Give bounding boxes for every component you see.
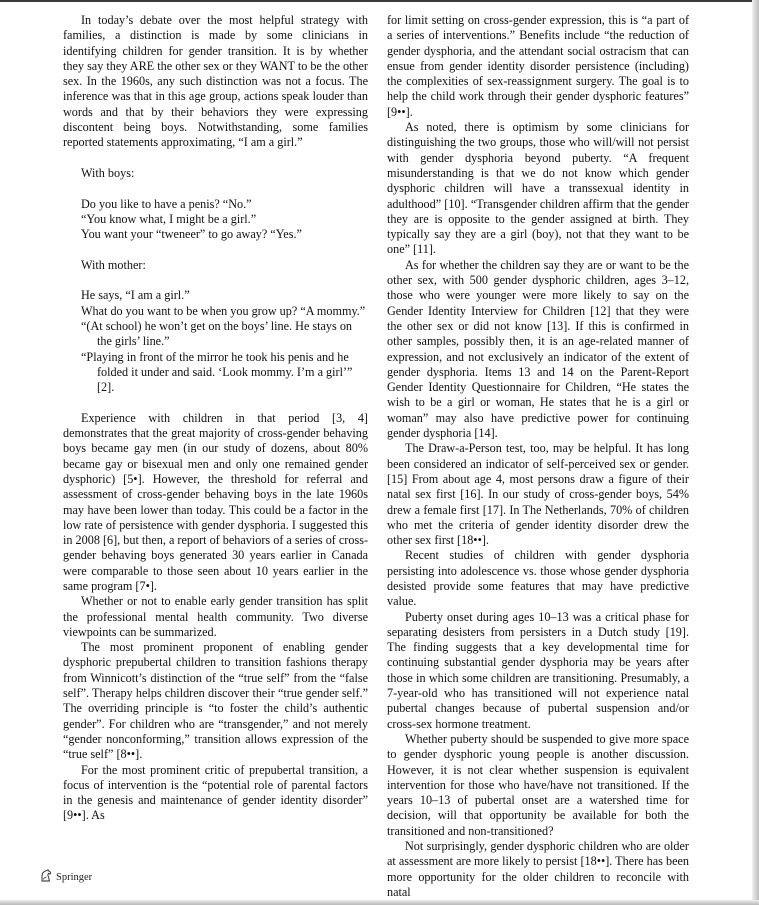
left-column [63, 13, 368, 824]
paragraph: The Draw-a-Person test, too, may be helpful. It has long been considered an indicator of self-perceived sex or gender. [15] From about age 4, most persons draw a figure of their natal sex first [16]. In our study of cross-gender boys, 54% drew a female first [17]. In The Netherlands, 70% of children who met the criteria of gender identity disorder drew the other sex first [18••]. [387, 441, 689, 548]
blank-line [63, 181, 368, 196]
quoted-line: With boys: [81, 165, 135, 180]
page-edge-top [0, 0, 759, 2]
paragraph: For the most prominent critic of prepubertal transition, a focus of intervention is the “potential role of parental factors in the genesis and maintenance of gender identity disorder” [9••]. As [63, 762, 368, 823]
page-footer [40, 869, 92, 885]
paragraph: As for whether the children say they are or want to be the other sex, with 500 gender dysphoric children, ages 3–12, those who were younger were more likely to say on the Gender Identity Interview for Children [12] that they were the other sex or did not know [13]. If this is confirmed in other samples, possibly then, it is an age-related manner of expression, and not exclusively an indicator of the extent of gender dysphoria. Items 13 and 14 on the Parent-Report Gender Identity Questionnaire for Children, “He states the wish to be a girl or woman, He states that he is a girl or woman” may also have predictive power for continuing gender dysphoria [14]. [387, 257, 689, 441]
blank-line [63, 242, 368, 257]
right-column [387, 13, 689, 900]
blank-line [63, 273, 368, 288]
blank-line [63, 395, 368, 410]
paragraph: Puberty onset during ages 10–13 was a critical phase for separating desisters from persisters in a Dutch study [19]. The finding suggests that a key developmental time for continuing substantial gender dysphoria may be years after those in which some children are transitioning. Presumably, a 7-year-old who has transitioned will not experience natal pubertal changes because of pubertal suspension and/or cross-sex hormone treatment. [387, 609, 689, 731]
paragraph: As noted, there is optimism by some clinicians for distinguishing the two groups, those who will/will not persist with gender dysphoria beyond puberty. “A frequent misunderstanding is that we do not know which gender dysphoric children will have a transsexual identity in adulthood” [10]. “Transgender children affirm that the gender they are is opposite to the gender assigned at birth. They typically say they are a girl (boy), not that they want to be one” [11]. [387, 120, 689, 257]
quoted-line: “Playing in front of the mirror he took his penis and he folded it under and said. ‘Look mommy. I’m a girl’” [2]. [81, 349, 353, 395]
publisher-name: Springer [56, 871, 93, 883]
quoted-line: What do you want to be when you grow up? “A mommy.” [81, 303, 366, 318]
quoted-line: “(At school) he won’t get on the boys’ line. He stays on the girls’ line.” [81, 318, 353, 349]
quoted-line: With mother: [81, 257, 146, 272]
page-edge-right [752, 0, 759, 905]
quoted-line: Do you like to have a penis? “No.” [81, 196, 252, 211]
springer-horse-icon [40, 869, 52, 885]
page-edge-bottom [0, 900, 759, 905]
paragraph: The most prominent proponent of enabling gender dysphoric prepubertal children to transition fashions therapy from Winnicott’s distinction of the “true self” from the “false self”. Therapy helps children discover their “true gender self.” The overriding principle is “to foster the child’s authentic gender”. For children who are “transgender,” and not merely “gender nonconforming,” transition allows expression of the “true self” [8••]. [63, 640, 368, 762]
blank-line [63, 151, 368, 166]
paragraph: Not surprisingly, gender dysphoric children who are older at assessment are more likely to persist [18••]. There has been more opportunity for the older children to reconcile with natal [387, 839, 689, 899]
paragraph: Experience with children in that period [3, 4] demonstrates that the great majority of cross-gender behaving boys became gay men (in our study of dozens, about 80% became gay or bisexual men and only one remained gender dysphoric) [5•]. However, the threshold for referral and assessment of cross-gender behaving boys in the late 1960s may have been lower than today. This could be a factor in the low rate of persistence with gender dysphoria. I suggested this in 2008 [6], but then, a report of behaviors of a series of cross-gender behaving boys generated 30 years earlier in Canada were comparable to those seen about 10 years earlier in the same program [7•]. [63, 410, 368, 593]
quoted-line: You want your “tweneer” to go away? “Yes.” [81, 227, 302, 242]
quoted-line: “You know what, I might be a girl.” [81, 211, 257, 226]
paragraph: for limit setting on cross-gender expression, this is “a part of a series of interventions.” Benefits include “the reduction of gender dysphoria, and the attendant social ostracism that can ensue from gender identity disorder persistence (including) the complexities of sex-reassignment surgery. The goal is to help the child work through their gender dysphoric features” [9••]. [387, 13, 689, 119]
paragraph: Whether or not to enable early gender transition has split the professional mental health community. Two diverse viewpoints can be summarized. [63, 594, 368, 639]
paragraph: Recent studies of children with gender dysphoria persisting into adolescence vs. those whose gender dysphoria desisted provide some features that may have predictive value. [387, 548, 689, 609]
paragraph: In today’s debate over the most helpful strategy with families, a distinction is made by some clinicians in identifying children for gender transition. It is by whether they say they ARE the other sex or they WANT to be the other sex. In the 1960s, any such distinction was not a focus. The inference was that in this age group, actions speak louder than words and that by their behaviors they were expressing discontent being boys. Notwithstanding, some families reported statements approximating, “I am a girl.” [63, 13, 368, 150]
paragraph: Whether puberty should be suspended to give more space to gender dysphoric young people is another discussion. However, it is not clear whether suspension is equivalent intervention for those who have/have not transitioned. If the years 10–13 of pubertal onset are a watershed time for decision, will that opportunity be available for both the transitioned and non-transitioned? [387, 731, 689, 838]
quoted-line: He says, “I am a girl.” [81, 288, 190, 303]
